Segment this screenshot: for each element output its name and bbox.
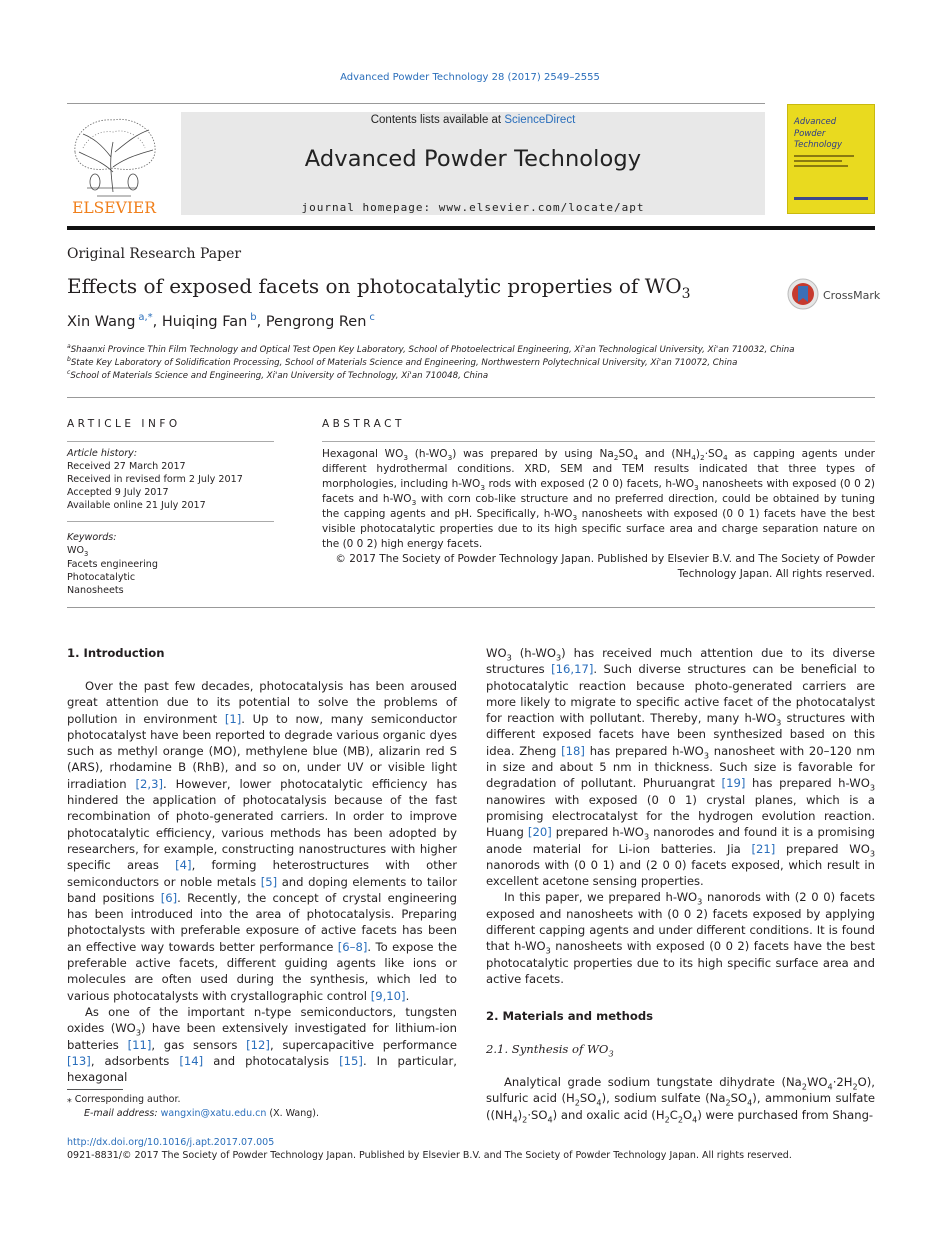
footnote-divider xyxy=(67,1089,123,1090)
keyword[interactable]: $WO_3$ xyxy=(67,545,89,558)
sciencedirect-link[interactable]: ScienceDirect xyxy=(504,114,576,126)
cover-title: Advanced Powder Technology xyxy=(794,117,843,150)
header-thick-rule xyxy=(67,226,875,230)
section-heading: 2. Materials and methods xyxy=(486,1009,654,1023)
email-note: E-mail address: wangxin@xatu.edu.cn (X. Wang). xyxy=(84,1108,320,1119)
crossmark-icon xyxy=(787,278,819,310)
doi-link[interactable]: http://dx.doi.org/10.1016/j.apt.2017.07.005 xyxy=(67,1137,275,1148)
citation-link[interactable]: [13] xyxy=(67,1053,91,1068)
author-name[interactable]: Xin Wang xyxy=(67,314,136,330)
history-label: Article history: xyxy=(67,448,138,459)
elsevier-tree-icon xyxy=(67,112,161,216)
contents-prefix: Contents lists available at xyxy=(370,114,505,126)
section-heading: 1. Introduction xyxy=(67,646,165,660)
keyword[interactable]: Facets engineering xyxy=(67,559,158,570)
article-info-heading: ARTICLE INFO xyxy=(67,418,181,430)
contents-line xyxy=(181,114,765,126)
citation-link[interactable]: [5] xyxy=(260,874,278,889)
abstract-text: Hexagonal $WO_3$ $(h-WO_3)$ was prepared by using $Na_2SO_4$ and $(NH_4)_2\cdot SO_4$ as capping agents under different hydrothermal conditions. XRD, SEM and TEM results indicated that three types of morphologies, including $h-WO_3$ rods with exposed (2 0 0) facets, $h-WO_3$ nanosheets with exposed (0 0 2) facets and $h-WO_3$ with corn cob-like structure and no preferred direction, could be obtained by tuning the capping agents and pH. Specifically, $h-WO_3$ nanosheets with exposed (0 0 1) facets have the best visible photocatalytic properties due to its high specific surface area and charge separation nature on the (0 0 2) high energy facets. xyxy=(322,448,876,550)
introduction-body: Over the past few decades, photocatalysis has been aroused great attention due to its potential to solve the problems of pollution in environment [1]. Up to now, many semiconductor photocatalyst have been reported to degrade various organic dyes such as methyl orange (MO), methylene blue (MB), alizarin red S (ARS), rhodamine B (RhB), and so on, under UV or visible light irradiation [2,3]. However, lower photocatalytic efficiency has hindered the application of photocatalysis because of the fast recombination of photo-generated carriers. In order to improve photocatalytic efficiency, various methods has been adopted by researchers, for example, constructing nanostructures with higher specific areas [4], forming heterostructures with other semiconductors or noble metals [5] and doping elements to tailor band positions [6]. Recently, the concept of crystal engineering has been introduced into the area of photocatalysis. Preparing photoctalysts with preferable exposure of active facets has been an effective way towards better performance [6–8]. To expose the preferable active facets, different guiding agents like ions or molecules are often used during the synthesis, which led to various photocatalysts with crystallographic control [9,10]. As one of the important n-type semiconductors, tungsten oxides $(WO_3)$ have been extensively investigated for lithium-ion batteries [11], gas sensors [12], supercapacitive performance [13], adsorbents [14] and photocatalysis [15]. In particular, hexagonal xyxy=(67,679,458,1085)
author-name[interactable]: Pengrong Ren xyxy=(265,314,367,330)
citation-link[interactable]: [16,17] xyxy=(551,662,594,677)
elsevier-logo[interactable] xyxy=(67,112,161,216)
divider xyxy=(67,397,875,398)
abstract-heading: ABSTRACT xyxy=(322,418,405,430)
keyword[interactable]: Photocatalytic xyxy=(67,572,136,583)
journal-cover-thumbnail[interactable] xyxy=(787,104,875,214)
citation-link[interactable]: [4] xyxy=(175,858,192,873)
citation-link[interactable]: [20] xyxy=(527,825,552,840)
citation-link[interactable]: [2,3] xyxy=(135,776,163,791)
history-item: Available online 21 July 2017 xyxy=(67,500,206,511)
citation-link[interactable]: [14] xyxy=(179,1053,204,1068)
cover-decoration xyxy=(794,165,848,167)
subsection-heading: 2.1. Synthesis of $WO_3$ xyxy=(486,1042,614,1059)
divider xyxy=(67,441,274,442)
citation-link[interactable]: [12] xyxy=(246,1037,270,1052)
citation-link[interactable]: [18] xyxy=(561,743,585,758)
citation-link[interactable]: [6] xyxy=(160,890,178,905)
citation-link[interactable]: [6–8] xyxy=(337,939,368,954)
article-type: Original Research Paper xyxy=(67,246,242,262)
history-item: Received in revised form 2 July 2017 xyxy=(67,474,243,485)
affiliation: $^c$School of Materials Science and Engineering, Xi'an University of Technology, Xi'an 710048, China xyxy=(67,369,489,381)
keywords-label: Keywords: xyxy=(67,532,117,543)
keyword[interactable]: Nanosheets xyxy=(67,585,124,596)
corresponding-author-note: ⁎ Corresponding author. xyxy=(67,1094,181,1105)
cover-decoration xyxy=(794,197,868,200)
divider xyxy=(67,521,274,522)
affiliation: $^a$Shaanxi Province Thin Film Technology and Optical Test Open Key Laboratory, School of Photoelectrical Engineering, Xi'an Technological University, Xi'an 710032, China xyxy=(67,343,795,355)
history-item: Accepted 9 July 2017 xyxy=(67,487,169,498)
author-list: Xin Wang $^{a,*}$, Huiqing Fan $^b$, Pengrong Ren $^c$ xyxy=(67,312,375,330)
journal-reference[interactable]: Advanced Powder Technology 28 (2017) 2549–2555 xyxy=(340,72,600,83)
synthesis-body: Analytical grade sodium tungstate dihydrate $(Na_2WO_4\cdot 2H_2O)$, sulfuric acid $(H_2SO_4)$, sodium sulfate $(Na_2SO_4)$, ammonium sulfate $((NH_4)_2\cdot SO_4)$ and oxalic acid $(H_2C_2O_4)$ were purchased from Shang- xyxy=(486,1075,875,1124)
affiliation: $^b$State Key Laboratory of Solidification Processing, School of Materials Science and Engineering, Northwestern Polytechnical University, Xi'an 710072, China xyxy=(67,356,738,368)
citation-link[interactable]: [11] xyxy=(127,1037,152,1052)
author-name[interactable]: Huiqing Fan xyxy=(161,314,248,330)
history-item: Received 27 March 2017 xyxy=(67,461,186,472)
copyright-notice: © 2017 The Society of Powder Technology Japan. Published by Elsevier B.V. and The Society of Powder Technology Japan. All rights reserved. xyxy=(335,553,875,580)
citation-link[interactable]: [1] xyxy=(224,711,242,726)
introduction-body-continued: $WO_3$ $(h-WO_3)$ has received much attention due to its diverse structures [16,17]. Such diverse structures can be beneficial to photocatalytic reaction because photo-generated carriers are more likely to migrate to specific active facet of the photocatalyst for reaction with pollutant. Thereby, many $h-WO_3$ structures with different exposed facets have been synthesized based on this idea. Zheng [18] has prepared $h-WO_3$ nanosheet with 20–120 nm in size and about 5 nm in thickness. Such size is favorable for degradation of pollutant. Phuruangrat [19] has prepared $h-WO_3$ nanowires with exposed (0 0 1) crystal planes, which is a promising electrocatalyst for the hydrogen evolution reaction. Huang [20] prepared $h-WO_3$ nanorodes and found it is a promising anode material for Li-ion batteries. Jia [21] prepared $WO_3$ nanorods with (0 0 1) and (2 0 0) facets exposed, which result in excellent acetone sensing properties. In this paper, we prepared $h-WO_3$ nanorods with (2 0 0) facets exposed and nanosheets with (0 0 2) facets exposed by applying different capping agents and under different conditions. It is found that $h-WO_3$ nanosheets with exposed (0 0 2) facets have the best photocatalytic properties due to its high specific surface area and active facets. xyxy=(486,646,876,986)
citation-link[interactable]: [21] xyxy=(751,841,776,856)
article-title: Effects of exposed facets on photocatalytic properties of $WO_3$ xyxy=(67,274,691,302)
crossmark-label[interactable]: CrossMark xyxy=(823,289,881,302)
journal-masthead xyxy=(181,112,765,215)
issn-copyright: 0921-8831/© 2017 The Society of Powder Technology Japan. Published by Elsevier B.V. and The Society of Powder Technology Japan. All rights reserved. xyxy=(67,1150,792,1161)
crossmark-button[interactable] xyxy=(787,278,819,314)
email-link[interactable]: wangxin@xatu.edu.cn xyxy=(160,1108,267,1119)
cover-decoration xyxy=(794,160,842,162)
citation-link[interactable]: [19] xyxy=(721,776,746,791)
citation-link[interactable]: [9,10] xyxy=(370,988,406,1003)
divider xyxy=(322,441,875,442)
citation-link[interactable]: [15] xyxy=(339,1053,363,1068)
header-rule xyxy=(67,103,765,104)
cover-decoration xyxy=(794,155,854,157)
journal-homepage-link[interactable]: journal homepage: www.elsevier.com/locate/apt xyxy=(301,201,645,214)
publisher-wordmark: ELSEVIER xyxy=(72,199,156,216)
journal-title: Advanced Powder Technology xyxy=(304,146,642,172)
divider xyxy=(67,607,875,608)
